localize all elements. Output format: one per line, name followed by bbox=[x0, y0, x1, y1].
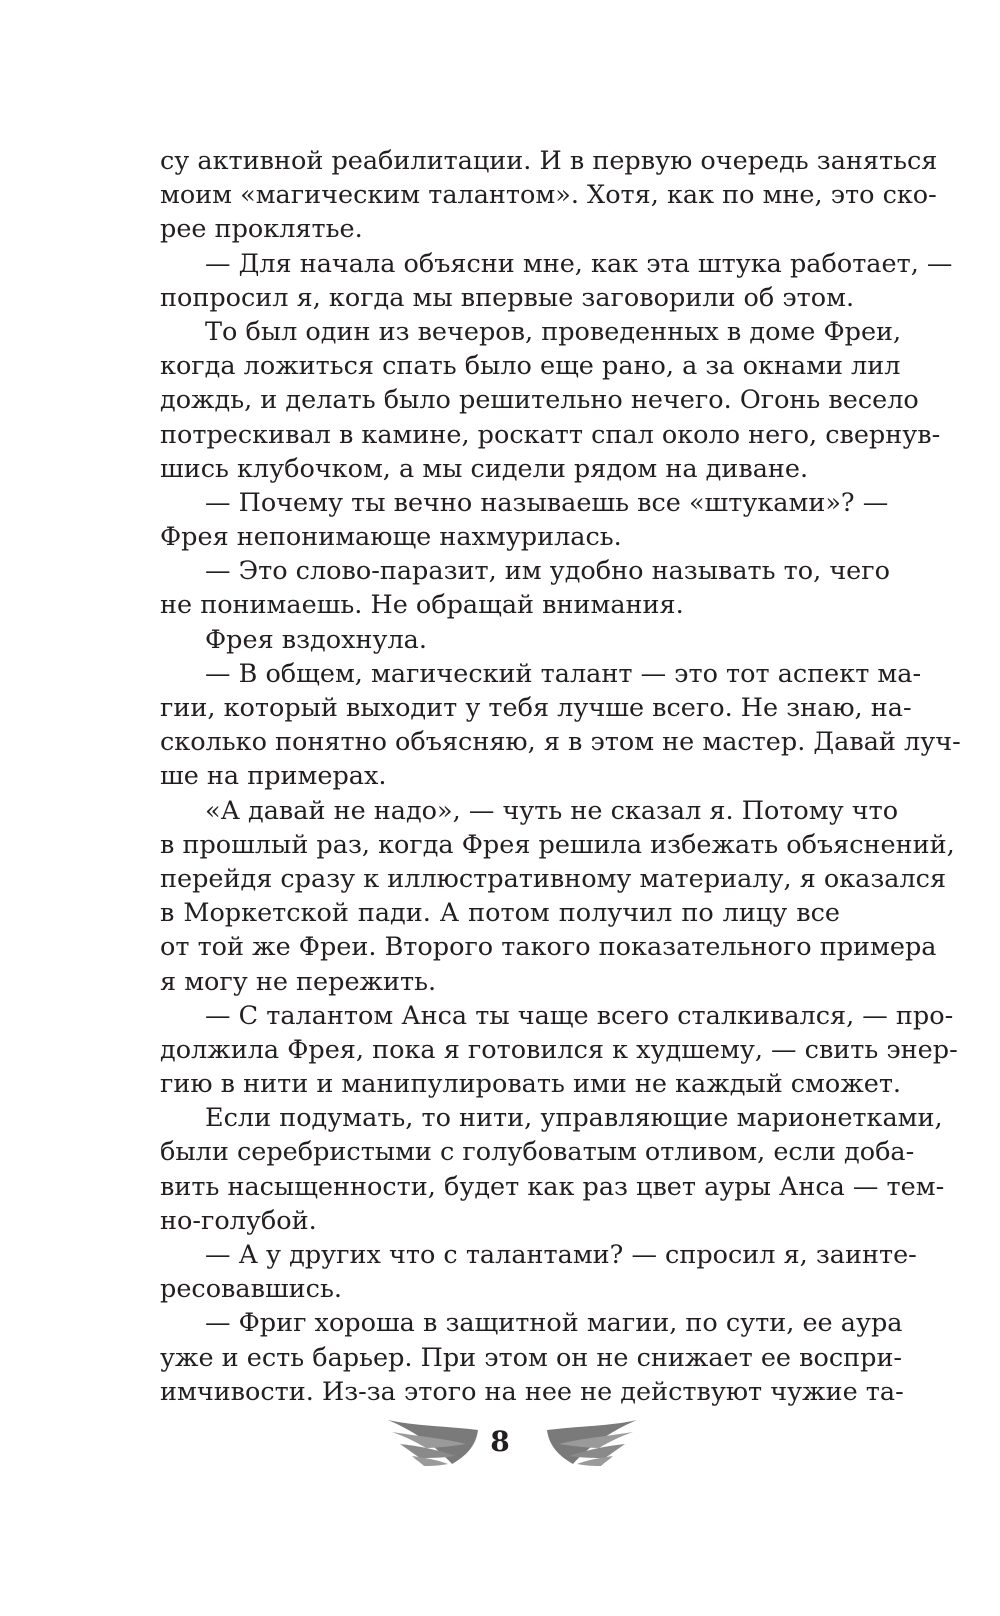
text-line: — Это слово-паразит, им удобно называть то, чего bbox=[205, 556, 890, 587]
page-footer bbox=[0, 1408, 1000, 1478]
text-line: попросил я, когда мы впервые заговорили об этом. bbox=[160, 282, 855, 313]
text-line: не понимаешь. Не обращай внимания. bbox=[160, 590, 684, 621]
text-line: Фрея непонимающе нахмурилась. bbox=[160, 522, 622, 553]
text-line: — С талантом Анса ты чаще всего сталкивался, — про- bbox=[205, 1000, 954, 1031]
page-number: 8 bbox=[490, 1425, 510, 1458]
text-line: ресовавшись. bbox=[160, 1274, 342, 1305]
text-line: рее проклятье. bbox=[160, 214, 363, 245]
text-line: ше на примерах. bbox=[160, 761, 387, 792]
text-line: су активной реабилитации. И в первую очередь заняться bbox=[160, 146, 938, 176]
text-line: я могу не пережить. bbox=[160, 966, 437, 997]
text-line: вить насыщенности, будет как раз цвет ауры Анса — тем- bbox=[160, 1171, 945, 1202]
text-line: Если подумать, то нити, управляющие марионетками, bbox=[205, 1103, 943, 1134]
text-line: имчивости. Из-за этого на нее не действуют чужие та- bbox=[160, 1376, 904, 1407]
text-line: гию в нити и манипулировать ими не каждый сможет. bbox=[160, 1069, 902, 1100]
page-text bbox=[160, 144, 961, 1409]
text-line: уже и есть барьер. При этом он не снижает ее воспри- bbox=[160, 1342, 903, 1373]
text-line: потрескивал в камине, роскатт спал около него, свернув- bbox=[160, 419, 941, 450]
text-line: были серебристыми с голубоватым отливом, если доба- bbox=[160, 1137, 915, 1168]
text-line: от той же Фреи. Второго такого показательного примера bbox=[160, 932, 937, 963]
text-line: гии, который выходит у тебя лучше всего. Не знаю, на- bbox=[160, 693, 912, 723]
text-line: Фрея вздохнула. bbox=[205, 624, 427, 655]
right-wing-ornament-icon bbox=[545, 1416, 639, 1470]
text-line: сколько понятно объясняю, я в этом не мастер. Давай луч- bbox=[160, 727, 961, 758]
text-line: дождь, и делать было решительно нечего. Огонь весело bbox=[160, 385, 919, 416]
text-line: в Моркетской пади. А потом получил по лицу все bbox=[160, 898, 840, 929]
text-line: моим «магическим талантом». Хотя, как по мне, это ско- bbox=[160, 180, 937, 211]
text-line: — В общем, магический талант — это тот аспект ма- bbox=[205, 658, 922, 689]
left-wing-ornament-icon bbox=[386, 1416, 480, 1470]
text-line: шись клубочком, а мы сидели рядом на диване. bbox=[160, 453, 809, 484]
text-line: — Фриг хороша в защитной магии, по сути, ее аура bbox=[205, 1308, 903, 1339]
text-line: но-голубой. bbox=[160, 1205, 317, 1236]
text-line: перейдя сразу к иллюстративному материалу, я оказался bbox=[160, 863, 947, 894]
text-line: — А у других что с талантами? — спросил я, заинте- bbox=[205, 1240, 917, 1270]
text-line: в прошлый раз, когда Фрея решила избежать объяснений, bbox=[160, 829, 955, 860]
text-line: «А давай не надо», — чуть не сказал я. Потому что bbox=[205, 795, 899, 826]
text-line: — Для начала объясни мне, как эта штука работает, — bbox=[205, 248, 953, 279]
text-line: должила Фрея, пока я готовился к худшему, — свить энер- bbox=[160, 1034, 958, 1065]
text-line: когда ложиться спать было еще рано, а за окнами лил bbox=[160, 351, 901, 382]
text-line: — Почему ты вечно называешь все «штуками»? — bbox=[205, 487, 889, 518]
text-line: То был один из вечеров, проведенных в доме Фреи, bbox=[205, 316, 902, 347]
